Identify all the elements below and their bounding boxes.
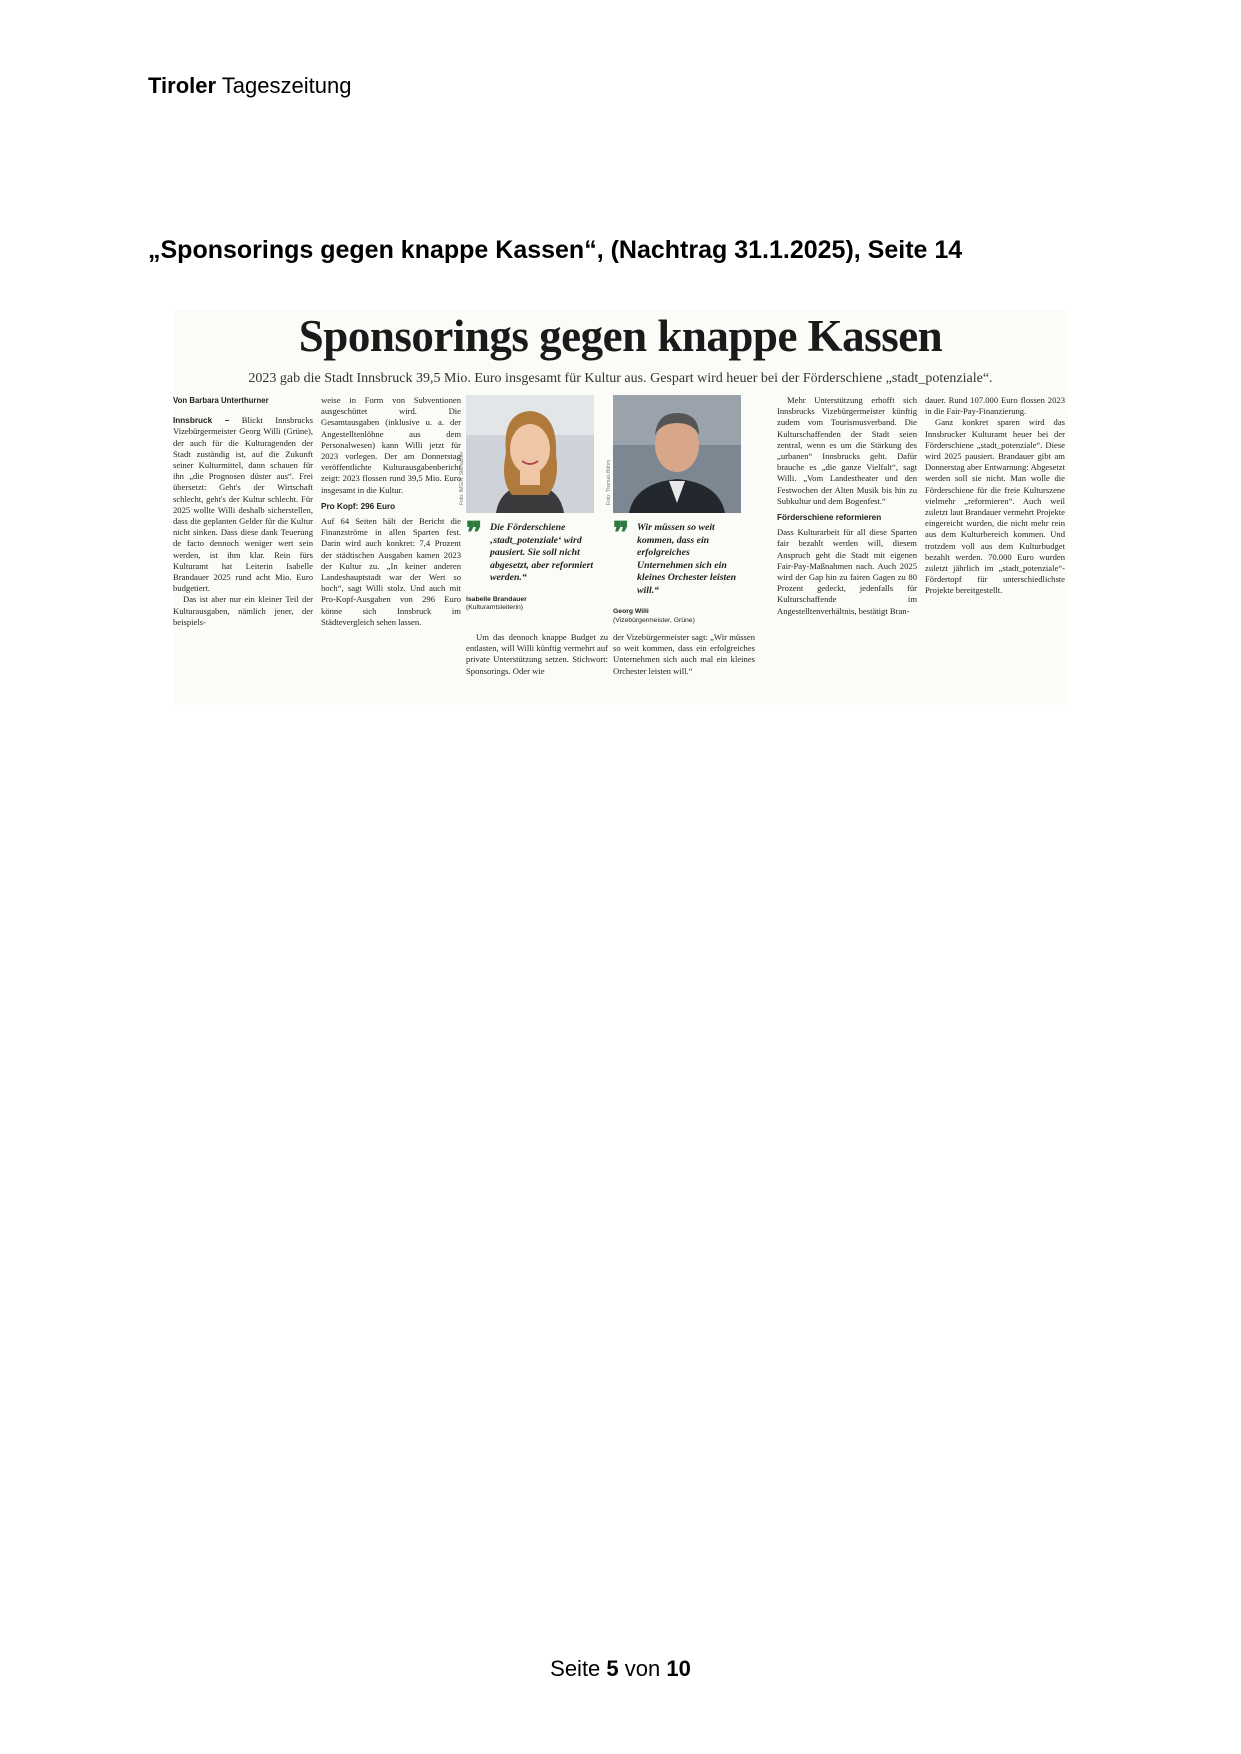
article-column-1 bbox=[173, 395, 313, 628]
quote-author bbox=[466, 596, 598, 613]
article-paragraph: der Vizebürgermeister sagt: „Wir müssen so weit kommen, dass ein erfolgreiches Unternehmen sich auch mal ein kleines Orchester leisten will.“ bbox=[613, 632, 755, 676]
quote-author-role: (Vizebürgermeister, Grüne) bbox=[613, 616, 695, 624]
page-number bbox=[0, 1656, 1241, 1682]
publication-name-bold: Tiroler bbox=[148, 73, 217, 98]
quote-author-name: Georg Willi bbox=[613, 608, 649, 615]
page-prefix: Seite bbox=[550, 1656, 607, 1681]
article-subheading: Pro Kopf: 296 Euro bbox=[321, 501, 396, 511]
article-paragraph: weise in Form von Subventionen ausgeschüttet wird. Die Gesamtausgaben (inklusive u. a. der Angestelltenlöhne aus dem Personalwesen) kann Willi jetzt für 2023 vorlegen. Der am Donnerstag veröffentlichte Kulturausgabenbericht zeigt: 2023 flossen rund 39,5 Mio. Euro insgesamt in die Kultur. bbox=[321, 395, 461, 495]
article-paragraph: Auf 64 Seiten hält der Bericht die Finanzströme in allen Sparten fest. Darin wird auch konkret: 7,4 Prozent der städtischen Ausgaben kamen 2023 der Kultur zu. „In keiner anderen Landeshauptstadt war der Wert so hoch“, sagt Willi stolz. Und auch mit Pro-Kopf-Ausgaben von 296 Euro könne sich Innsbruck im Städtevergleich sehen lassen. bbox=[321, 516, 461, 627]
article-paragraph: Das ist aber nur ein kleiner Teil der Kulturausgaben, nämlich jener, der beispiels- bbox=[173, 594, 313, 627]
photo-isabelle-brandauer bbox=[466, 395, 594, 513]
photo-georg-willi bbox=[613, 395, 741, 513]
newspaper-clipping bbox=[173, 310, 1068, 705]
page-current: 5 bbox=[606, 1656, 619, 1681]
pull-quote-2 bbox=[613, 517, 745, 625]
publication-name bbox=[148, 73, 351, 99]
article-column-6 bbox=[925, 395, 1065, 597]
photo-credit: Foto: Thomas Böhm bbox=[606, 459, 612, 505]
document-title: „Sponsorings gegen knappe Kassen“, (Nachtrag 31.1.2025), Seite 14 bbox=[148, 236, 963, 264]
article-headline: Sponsorings gegen knappe Kassen bbox=[298, 311, 943, 361]
pull-quote-1 bbox=[466, 517, 598, 613]
quote-author bbox=[613, 608, 745, 625]
article-byline: Von Barbara Unterthurner bbox=[173, 396, 269, 405]
article-subheading: Förderschiene reformieren bbox=[777, 513, 882, 523]
quote-author-name: Isabelle Brandauer bbox=[466, 595, 527, 603]
article-lead: 2023 gab die Stadt Innsbruck 39,5 Mio. Euro insgesamt für Kultur aus. Gespart wird heuer bei der Förderschiene „stadt_potenziale“. bbox=[248, 371, 993, 386]
article-column-5 bbox=[777, 395, 917, 617]
page-middle: von bbox=[618, 1656, 667, 1681]
quote-text: Wir müssen so weit kommen, dass ein erfolgreiches Unternehmen sich ein kleines Orchester leisten will.“ bbox=[637, 522, 737, 596]
article-paragraph: Mehr Unterstützung erhofft sich Innsbrucks Vizebürgermeister künftig zudem vom Tourismusverband. Die Kulturschaffenden der Stadt seien zentral, wenn es um die Stärkung des „urbanen“ Innsbrucks geht. Dafür brauche es „die ganze Vielfalt“, sagt Willi. „Vom Landestheater und den Festwochen der Alten Musik bis hin zu Subkultur und dem Bogenfest.“ bbox=[777, 395, 917, 506]
article-dateline: Innsbruck – bbox=[173, 416, 230, 426]
quote-mark-icon: ❞ bbox=[466, 517, 483, 550]
article-paragraph: Dass Kulturarbeit für all diese Sparten fair bezahlt werden will, diesem Anspruch geht die Stadt mit eigenen Fair-Pay-Maßnahmen nach. Auch 2025 wird der Gap hin zu fairen Gagen zu 80 Prozent gedeckt, jedenfalls für Kulturschaffende im Angestelltenverhältnis, bestätigt Bran- bbox=[777, 527, 917, 616]
article-column-3 bbox=[466, 632, 608, 677]
article-paragraph bbox=[173, 415, 313, 594]
photo-credit: Foto: IMG/A. Steinacher bbox=[459, 451, 465, 505]
article-column-4 bbox=[613, 632, 755, 677]
quote-mark-icon: ❞ bbox=[613, 517, 630, 550]
publication-name-rest: Tageszeitung bbox=[216, 73, 352, 98]
article-paragraph: Um das dennoch knappe Budget zu entlasten, will Willi künftig vermehrt auf private Unterstützung setzen. Stichwort: Sponsorings. Oder wie bbox=[466, 632, 608, 676]
article-paragraph: dauer. Rund 107.000 Euro flossen 2023 in die Fair-Pay-Finanzierung. bbox=[925, 395, 1065, 417]
article-paragraph: Ganz konkret sparen wird das Innsbrucker Kulturamt heuer bei der Förderschiene „stadt_potenziale“. Diese wird 2025 pausiert. Brandauer gibt am Donnerstag aber Entwarnung: Abgesetzt werden soll sie nicht. Man wolle die Förderschiene für die freie Kulturszene vielmehr „reformieren“. Auch weil zuletzt laut Brandauer vermehrt Projekte eingereicht wurden, die nicht mehr rein aus dem Kulturbereich kommen. Und trotzdem voll aus dem Kulturbudget bezahlt werden. 70.000 Euro wurden zuletzt jährlich im „stadt_potenziale“-Fördertopf für unterschiedlichste Projekte bereitgestellt. bbox=[925, 417, 1065, 596]
article-column-2 bbox=[321, 395, 461, 628]
quote-author-role: (Kulturamtsleiterin) bbox=[466, 604, 524, 611]
page-total: 10 bbox=[666, 1656, 691, 1681]
quote-text: Die Förderschiene ‚stadt_potenziale‘ wird pausiert. Sie soll nicht abgesetzt, aber reformiert werden.“ bbox=[490, 522, 594, 583]
article-text: Blickt Innsbrucks Vizebürgermeister Georg Willi (Grüne), der auch für die Kulturagenden der Stadt zuständig ist, auf die Zukunft seiner Kulturmittel, dann schauen für ihn „die Prognosen düster aus“. Frei übersetzt: Geht's der Wirtschaft schlecht, geht's der Kultur schlecht. Für 2025 wollte Willi deshalb sicherstellen, dass die geplanten Gelder für die Kultur nicht sinken. Dass diese dank Teuerung de facto dennoch weniger wert sein werden, ist ihm klar. Rein fürs Kulturamt hat Leiterin Isabelle Brandauer 2025 rund acht Mio. Euro budgetiert. bbox=[173, 415, 313, 594]
